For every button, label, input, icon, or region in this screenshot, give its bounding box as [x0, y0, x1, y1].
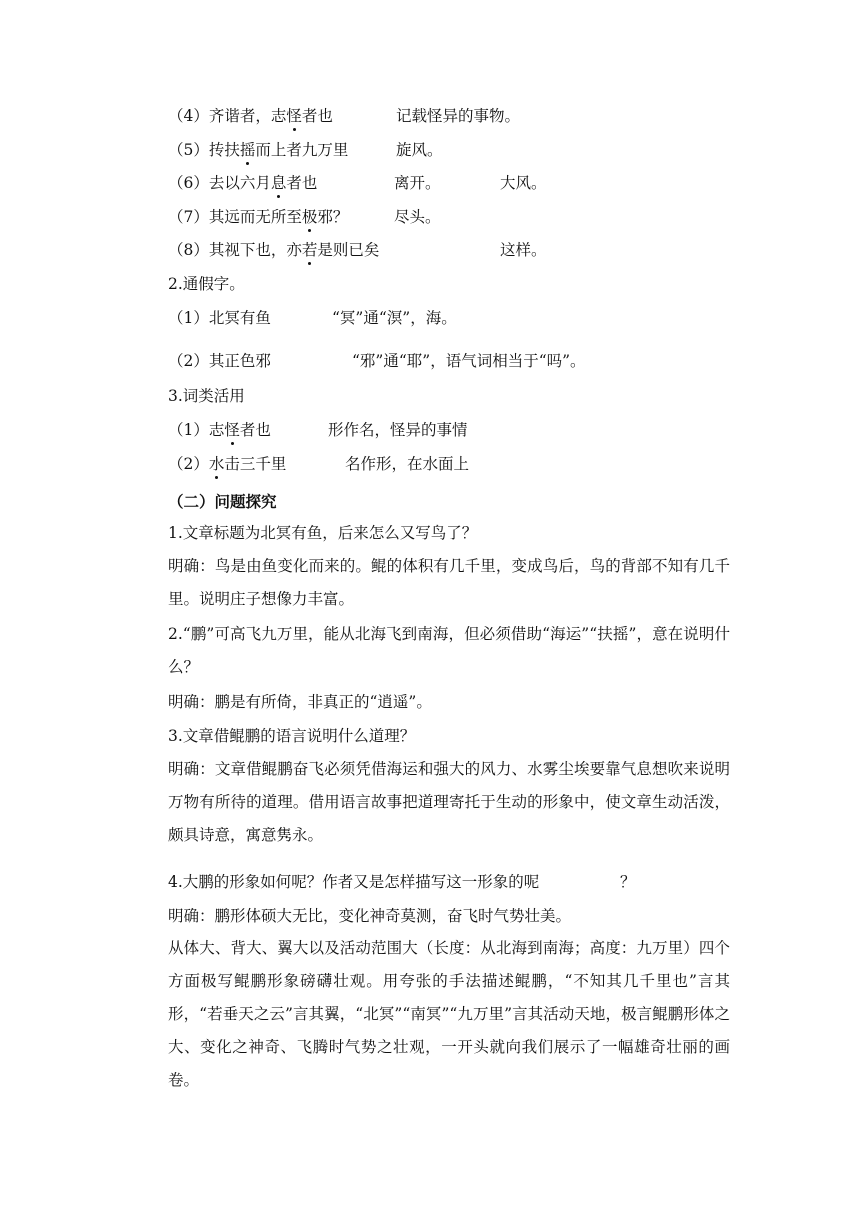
item-number: （2）: [168, 455, 209, 473]
phrase-text: 其视下也，亦: [208, 241, 302, 259]
phrase-text: 抟扶: [208, 141, 240, 159]
dotted-word: 怪: [224, 421, 240, 439]
item-number: （1）: [168, 421, 209, 439]
item-number: （8）: [168, 241, 209, 259]
meaning-item-4: [168, 106, 333, 126]
huoyong-heading: 3.词类活用: [168, 387, 245, 405]
meaning-item-6: [168, 173, 317, 193]
item-phrase: [209, 455, 287, 473]
item-number: （5）: [168, 141, 209, 159]
phrase-text: 邪？: [317, 208, 349, 226]
item-phrase: [209, 141, 349, 159]
phrase-text: 志: [208, 421, 225, 439]
item-phrase: 其正色邪: [208, 352, 271, 370]
item-phrase: [209, 174, 318, 192]
meaning-item-5: [168, 140, 348, 160]
tongjia-note: “邪”通“耶”，语气词相当于“吗”。: [352, 352, 586, 370]
huoyong-item: [168, 420, 271, 440]
huoyong-note: 形作名，怪异的事情: [328, 421, 468, 439]
dotted-word: 若: [301, 241, 318, 259]
meaning-gloss-secondary: 大风。: [500, 174, 547, 192]
dotted-word: 水: [208, 455, 225, 473]
answer-2: 明确：鹏是有所倚，非真正的“逍遥”。: [168, 693, 432, 711]
item-number: （2）: [168, 352, 209, 370]
phrase-text: 而上者九万里: [255, 141, 349, 159]
phrase-text: 击三千里: [224, 455, 287, 473]
phrase-text: 者也: [239, 421, 271, 439]
item-phrase: [209, 107, 333, 125]
tongjia-item: [168, 351, 271, 371]
item-number: （6）: [168, 174, 209, 192]
tongjia-heading: 2.通假字。: [168, 275, 245, 293]
meaning-gloss: 离开。: [394, 174, 441, 192]
phrase-text: 者也: [301, 107, 333, 125]
answer-1: 明确：鸟是由鱼变化而来的。鲲的体积有几千里，变成鸟后，鸟的背部不知有几千里。说明庄子想像力丰富。: [168, 557, 730, 608]
answer-4-detail: 从体大、背大、翼大以及活动范围大（长度：从北海到南海；高度：九万里）四个方面极写鲲鹏形象磅礴壮观。用夸张的手法描述鲲鹏，“不知其几千里也”言其形，“若垂天之云”言其翼，“北冥”“南冥”“九万里”言其活动天地，极言鲲鹏形体之大、变化之神奇、飞腾时气势之壮观，一开头就向我们展示了一幅雄奇壮丽的画卷。: [168, 939, 730, 1089]
answer-4: 明确：鹏形体硕大无比，变化神奇莫测，奋飞时气势壮美。: [168, 907, 572, 925]
item-phrase: [209, 208, 349, 226]
item-phrase: [209, 421, 271, 439]
dotted-word: 摇: [239, 141, 256, 159]
dotted-word: 息: [270, 174, 287, 192]
phrase-text: 是则已矣: [317, 241, 380, 259]
question-2: 2.“鹏”可高飞九万里，能从北海飞到南海，但必须借助“海运”“扶摇”，意在说明什么？: [168, 625, 730, 676]
answer-3: 明确：文章借鲲鹏奋飞必须凭借海运和强大的风力、水雾尘埃要靠气息想吹来说明万物有所待的道理。借用语言故事把道理寄托于生动的形象中，使文章生动活泼，颇具诗意，寓意隽永。: [168, 760, 730, 844]
meaning-gloss: 尽头。: [394, 208, 441, 226]
phrase-text: 其远而无所至: [208, 208, 302, 226]
tongjia-item: [168, 308, 271, 328]
huoyong-note: 名作形，在水面上: [345, 455, 470, 473]
question-mark: ？: [620, 873, 636, 891]
item-number: （4）: [168, 107, 209, 125]
dotted-word: 怪: [286, 107, 302, 125]
phrase-text: 者也: [286, 174, 318, 192]
meaning-gloss: 旋风。: [396, 141, 443, 159]
phrase-text: 去以六月: [208, 174, 271, 192]
huoyong-item: [168, 454, 286, 474]
phrase-text: 齐谐者，志: [208, 107, 287, 125]
meaning-item-8: [168, 240, 379, 260]
question-3: 3.文章借鲲鹏的语言说明什么道理？: [168, 727, 416, 745]
tongjia-note: “冥”通“溟”，海。: [332, 309, 457, 327]
question-1: 1.文章标题为北冥有鱼，后来怎么又写鸟了？: [168, 524, 478, 542]
item-phrase: 北冥有鱼: [208, 309, 271, 327]
dotted-word: 极: [301, 208, 318, 226]
item-phrase: [209, 241, 380, 259]
question-text: 4.大鹏的形象如何呢？作者又是怎样描写这一形象的呢: [168, 873, 540, 891]
meaning-gloss-secondary: 这样。: [500, 241, 547, 259]
item-number: （7）: [168, 208, 209, 226]
meaning-item-7: [168, 207, 348, 227]
meaning-gloss: 记载怪异的事物。: [396, 107, 521, 125]
section-heading: （二）问题探究: [168, 492, 277, 511]
question-4: [168, 872, 539, 892]
item-number: （1）: [168, 309, 209, 327]
